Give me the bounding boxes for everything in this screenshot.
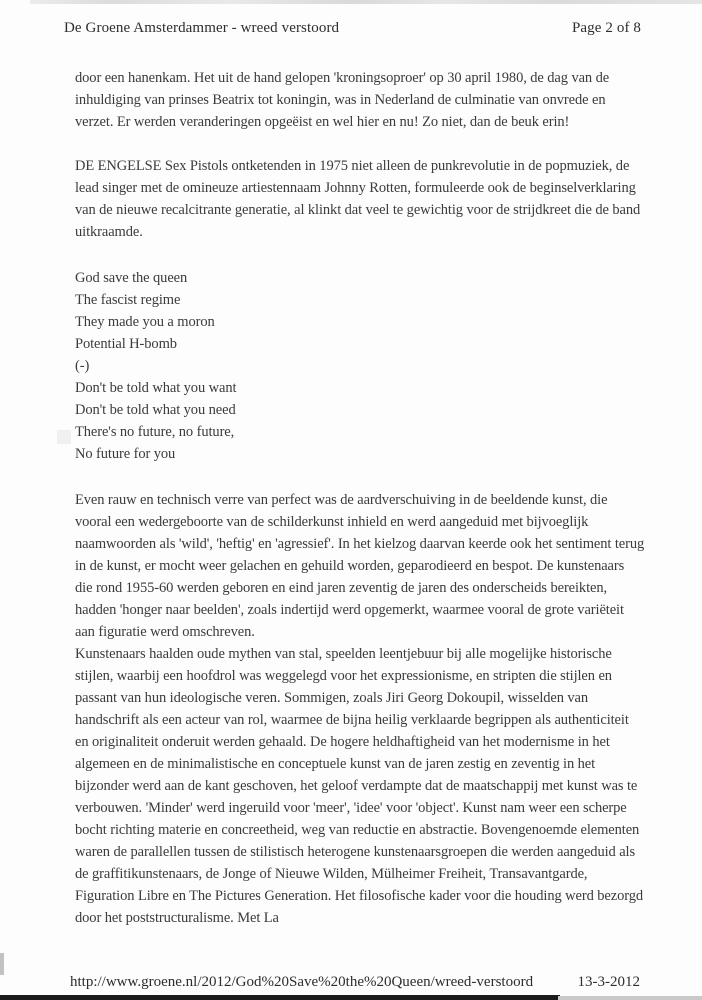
scan-artifact-top-edge: [30, 0, 702, 4]
scan-artifact-blotch: [57, 430, 71, 444]
paragraph: DE ENGELSE Sex Pistols ontketenden in 1975 niet alleen de punkrevolutie in de popmuziek, de lead singer met de omineuze artiestennaam Johnny Rotten, formuleerde ook de beginselverklaring van de nieuwe recalcitrante generatie, al klinkt dat veel te gewichtig voor de strijdkreet die de band uitkraamde.: [75, 158, 641, 240]
source-url-text: http://www.groene.nl/2012/God%20Save%20the%20Queen/wreed-verstoord: [70, 974, 534, 990]
lyric-line: (-): [75, 358, 90, 374]
lyric-line: No future for you: [75, 446, 176, 462]
lyric-line: Don't be told what you need: [75, 402, 236, 418]
scan-artifact-left-edge: [0, 953, 4, 975]
document-title: De Groene Amsterdammer - wreed verstoord: [64, 20, 340, 36]
lyric-line: God save the queen: [75, 270, 188, 286]
scan-artifact-bottom-edge-gray: [558, 996, 702, 1000]
print-date: 13-3-2012: [577, 974, 640, 990]
lyric-line: Potential H-bomb: [75, 336, 177, 352]
document-body: [75, 67, 645, 929]
lyric-line: There's no future, no future,: [75, 424, 235, 440]
paragraph: Even rauw en technisch verre van perfect was de aardverschuiving in de beeldende kunst, die vooral een wedergeboorte van de schilderkunst inhield en werd aangeduid met bijvoeglijk naamwoorden als 'wild', 'heftig' en 'agressief'. In het kielzog daarvan keerde ook het sentiment terug in de kunst, er mocht weer gelachen en gehuild worden, geparodieerd en bespot. De kunstenaars die rond 1955-60 werden geboren en eind jaren zeventig de jaren des onderscheids bereikten, hadden 'honger naar beelden', zoals indertijd werd opgemerkt, waarmee vooral de grote variëteit aan figuratie werd omschreven.: [75, 492, 645, 640]
page-footer: [70, 974, 640, 991]
lyric-line: They made you a moron: [75, 314, 215, 330]
paragraph: door een hanenkam. Het uit de hand gelopen 'kroningsoproer' op 30 april 1980, de dag van de inhuldiging van prinses Beatrix tot koningin, was in Nederland de culminatie van onvrede en verzet. Er werden veranderingen opgeëist en wel hier en nu! Zo niet, dan de beuk erin!: [75, 70, 610, 130]
paragraph: Kunstenaars haalden oude mythen van stal, speelden leentjebuur bij alle mogelijke historische stijlen, waarbij een hoofdrol was weggelegd voor het expressionisme, en stripten die stijlen en passant van hun ideologische veren. Sommigen, zoals Jiri Georg Dokoupil, wisselden van handschrift als een acteur van rol, waarmee de bijna heilig verklaarde begrippen als authenticiteit en originaliteit onderuit werden gehaald. De hogere heldhaftigheid van het modernisme in het algemeen en de minimalistische en conceptuele kunst van de jaren zestig en zeventig in het bijzonder werd aan de kant geschoven, het geloof verdampte dat de maatschappij met kunst was te verbouwen. 'Minder' werd ingeruild voor 'meer', 'idee' voor 'object'. Kunst nam weer een scherpe bocht richting materie en concreetheid, weg van reductie en abstractie. Bovengenoemde elementen waren de parallellen tussen de stilistisch heterogene kunstenaarsgroepen die werden aangeduid als de graffitikunstenaars, de Jonge of Nieuwe Wilden, Mülheimer Freiheit, Transavantgarde, Figuration Libre en The Pictures Generation. Het filosofische kader voor die houding werd bezorgd door het poststructuralisme. Met La: [75, 646, 643, 926]
song-lyrics-block: [75, 267, 645, 465]
lyric-line: The fascist regime: [75, 292, 181, 308]
page-header: [64, 20, 641, 37]
lyric-line: Don't be told what you want: [75, 380, 237, 396]
scan-artifact-bottom-edge: [0, 995, 560, 1000]
page-number-label: Page 2 of 8: [571, 20, 641, 36]
